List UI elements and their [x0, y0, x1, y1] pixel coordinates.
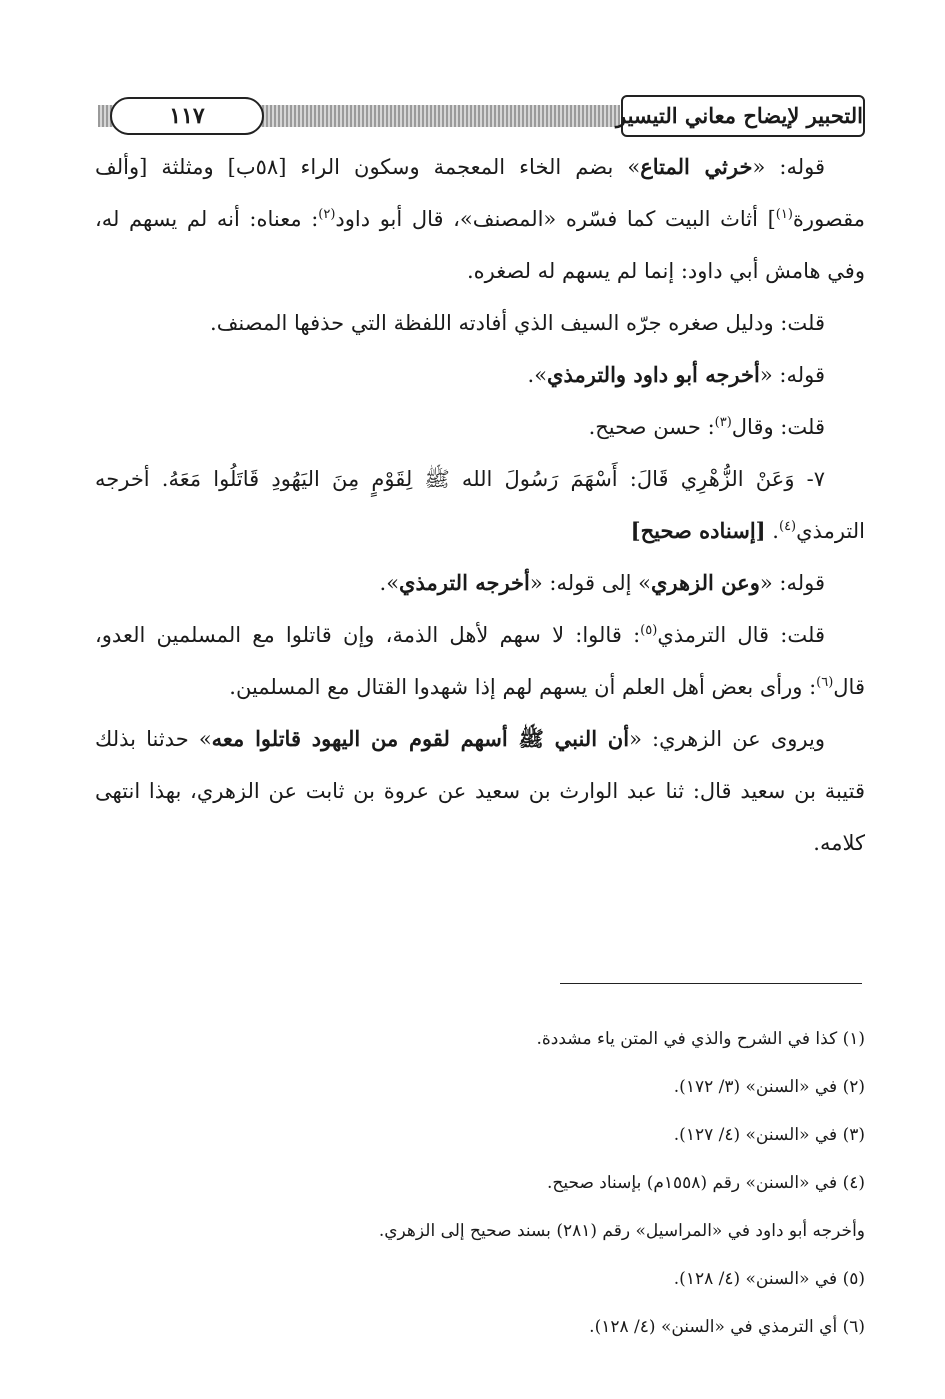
hadith-text: ٧- وَعَنْ الزُّهْرِي قَالَ: أَسْهَمَ رَسُولَ الله ﷺ لِقَوْمٍ مِنَ اليَهُودِ قَاتَلُوا مَعَهُ. أخرجه الترمذي [95, 467, 865, 543]
footnote-4-continued: وأخرجه أبو داود في «المراسيل» رقم (٢٨١) بسند صحيح إلى الزهري. [378, 1221, 865, 1241]
text-run: ويروى عن الزهري: « [629, 727, 825, 751]
quoted-phrase: أخرجه الترمذي [399, 570, 530, 595]
footnote-2: (٢) في «السنن» (٣/ ١٧٢). [673, 1077, 865, 1097]
footnotes [300, 1015, 865, 1351]
text-run: قوله: « [759, 363, 825, 387]
text-run: » حدثنا بذلك قتيبة بن سعيد قال: ثنا عبد الوارث بن سعيد عن عروة بن ثابت عن الزهري، بهذا انتهى كلامه. [95, 727, 865, 855]
text-run: » إلى قوله: « [529, 571, 651, 595]
quoted-phrase: خرثي المتاع [640, 154, 753, 179]
quoted-phrase: أخرجه أبو داود والترمذي [547, 362, 760, 387]
page-number: ١١٧ [110, 97, 264, 135]
footnote-3: (٣) في «السنن» (٤/ ١٢٧). [673, 1125, 865, 1145]
footnote-1: (١) كذا في الشرح والذي في المتن ياء مشددة. [536, 1029, 865, 1049]
main-text [95, 141, 865, 869]
text-run: ». [379, 571, 400, 595]
text-run: : ورأى بعض أهل العلم أن يسهم لهم إذا شهدوا القتال مع المسلمين. [229, 675, 817, 699]
text-run: : قالوا: لا سهم لأهل الذمة، وإن قاتلوا مع المسلمين العدو، قال [95, 623, 865, 699]
text-run: ] أثاث البيت كما فسّره «المصنف»، قال أبو داود [335, 207, 776, 231]
paragraph-7 [95, 609, 865, 713]
paragraph-4 [95, 401, 865, 453]
paragraph-1 [95, 141, 865, 297]
text-run: : معناه: أنه لم يسهم له، وفي هامش أبي داود: إنما لم يسهم له لصغره. [95, 207, 865, 283]
grading-label: [إسناده صحيح] [630, 518, 766, 543]
text-run: ». [527, 363, 548, 387]
footnote-ref-5: (٥) [640, 623, 658, 638]
paragraph-6 [95, 557, 865, 609]
footnote-ref-1: (١) [775, 207, 793, 222]
paragraph-2: قلت: ودليل صغره جرّه السيف الذي أفادته اللفظة التي حذفها المصنف. [210, 311, 825, 335]
text-run: قوله: « [759, 571, 825, 595]
footnote-6: (٦) أي الترمذي في «السنن» (٤/ ١٢٨). [589, 1317, 865, 1337]
text-run: قلت: قال الترمذي [657, 623, 825, 647]
footnote-ref-6: (٦) [816, 675, 834, 690]
footnote-4: (٤) في «السنن» رقم (١٥٥٨م) بإسناد صحيح. [546, 1173, 865, 1193]
text-run: قوله: « [752, 155, 825, 179]
text-run: : حسن صحيح. [588, 415, 715, 439]
page-header [90, 95, 865, 141]
footnote-ref-3: (٣) [714, 415, 732, 430]
paragraph-3 [95, 349, 865, 401]
footnote-separator [560, 983, 862, 984]
text-run: » بضم الخاء المعجمة وسكون الراء [٥٨ب] ومثلثة [وألف مقصورة [95, 155, 865, 231]
hadith-7 [95, 453, 865, 557]
quoted-phrase: أن النبي ﷺ أسهم لقوم من اليهود قاتلوا معه [211, 726, 630, 751]
footnote-ref-2: (٢) [318, 207, 336, 222]
footnote-5: (٥) في «السنن» (٤/ ١٢٨). [673, 1269, 865, 1289]
quoted-phrase: وعن الزهري [650, 570, 760, 595]
book-title: التحبير لإيضاح معاني التيسير [621, 95, 865, 137]
footnote-ref-4: (٤) [778, 519, 797, 534]
text-run: قلت: وقال [731, 415, 825, 439]
paragraph-8 [95, 713, 865, 869]
text-run: . [765, 519, 779, 543]
